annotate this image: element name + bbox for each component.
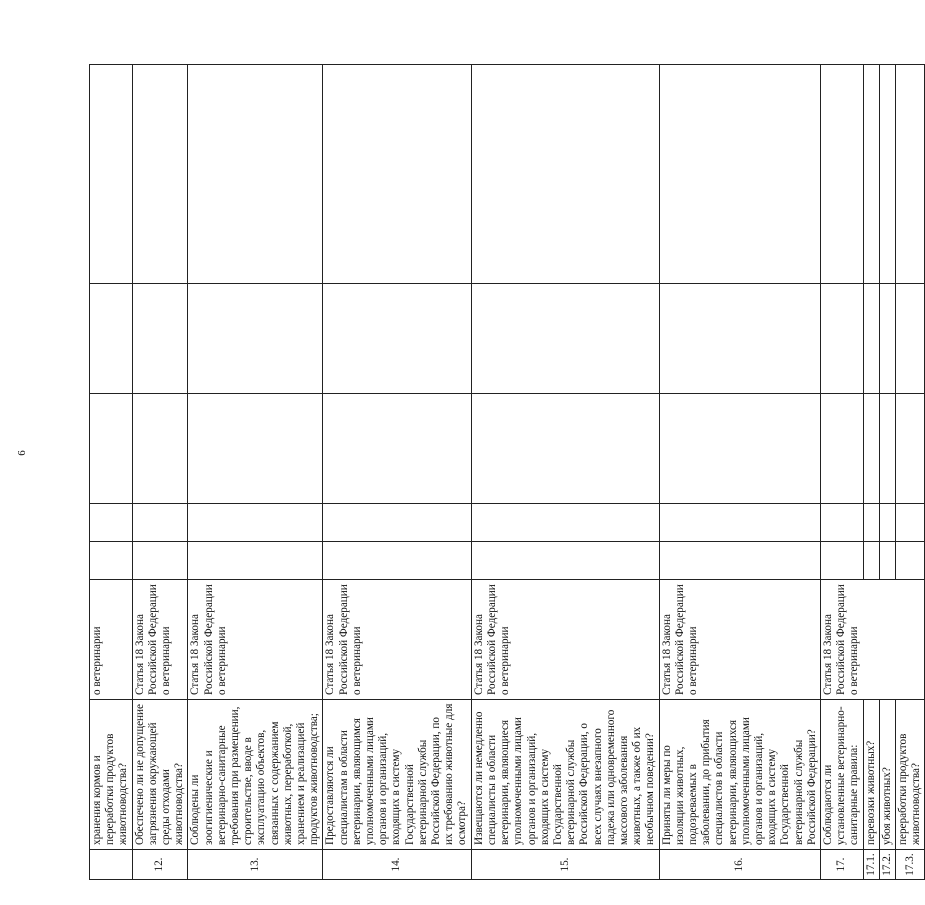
answer-no-cell <box>323 504 471 542</box>
checklist-table-region <box>89 65 923 880</box>
answer-no-cell <box>895 504 924 542</box>
question-cell: Приняты ли меры по изоляции животных, подозреваемых в заболевании, до прибытия специалистов в области ветеринарии, являющихся уполномоченными лицами органов и организаций, входящих в систему Государственной ветеринарной службы Российской Федерации? <box>659 700 820 850</box>
answer-no-cell <box>90 504 133 542</box>
remarks-cell <box>323 65 471 284</box>
answer-yes-cell <box>90 542 133 580</box>
answer-no-cell <box>659 504 820 542</box>
answer-extra-cell <box>659 284 820 394</box>
legal-basis-cell: Статья 18 Закона Российской Федерации о ветеринарии <box>820 580 924 700</box>
table-row <box>90 65 133 880</box>
question-cell: хранения кормов и переработки продуктов животноводства? <box>90 700 133 850</box>
row-number: 17.2. <box>879 850 895 880</box>
remarks-cell <box>132 65 188 284</box>
checklist-table-rotated <box>89 65 923 880</box>
answer-yes-cell <box>471 542 659 580</box>
table-row <box>323 65 471 880</box>
question-cell: Предоставляются ли специалистам в области ветеринарии, являющимся уполномоченными лицами органов и организаций, входящих в систему Государственной ветеринарной службы Российской Федерации, по их требованию животные для осмотра? <box>323 700 471 850</box>
table-row <box>659 65 820 880</box>
answer-yes-cell <box>895 542 924 580</box>
answer-na-cell <box>90 394 133 504</box>
table-row <box>879 65 895 880</box>
answer-extra-cell <box>188 284 323 394</box>
remarks-cell <box>895 65 924 284</box>
question-cell: Соблюдаются ли установленные ветеринарно-санитарные правила: <box>820 700 863 850</box>
row-number: 17. <box>820 850 863 880</box>
answer-na-cell <box>820 394 863 504</box>
remarks-cell <box>863 65 879 284</box>
remarks-cell <box>879 65 895 284</box>
question-cell: Извещаются ли немедленно специалисты в области ветеринарии, являющиеся уполномоченными лицами органов и организаций, входящих в систему Государственной ветеринарной службы Российской Федерации, о всех случаях внезапного падежа или одновременного массового заболевания животных, а также об их необычном поведении? <box>471 700 659 850</box>
answer-na-cell <box>132 394 188 504</box>
question-cell: Соблюдены ли зоогигиенические и ветеринарно-санитарные требования при размещении, строительстве, вводе в эксплуатацию объектов, связанных с содержанием животных, переработкой, хранением и реализацией продуктов животноводства; <box>188 700 323 850</box>
row-number: 17.1. <box>863 850 879 880</box>
answer-extra-cell <box>132 284 188 394</box>
answer-no-cell <box>188 504 323 542</box>
answer-yes-cell <box>188 542 323 580</box>
legal-basis-cell: о ветеринарии <box>90 580 133 700</box>
remarks-cell <box>820 65 863 284</box>
answer-na-cell <box>659 394 820 504</box>
answer-na-cell <box>879 394 895 504</box>
answer-no-cell <box>879 504 895 542</box>
row-number: 17.3. <box>895 850 924 880</box>
answer-yes-cell <box>820 542 863 580</box>
table-row <box>895 65 924 880</box>
answer-no-cell <box>132 504 188 542</box>
legal-basis-cell: Статья 18 Закона Российской Федерации о ветеринарии <box>188 580 323 700</box>
answer-extra-cell <box>895 284 924 394</box>
legal-basis-cell: Статья 18 Закона Российской Федерации о ветеринарии <box>471 580 659 700</box>
question-cell: Обеспечено ли не допущение загрязнения окружающей среды отходами животноводства? <box>132 700 188 850</box>
answer-extra-cell <box>471 284 659 394</box>
legal-basis-cell: Статья 18 Закона Российской Федерации о ветеринарии <box>659 580 820 700</box>
answer-yes-cell <box>863 542 879 580</box>
answer-no-cell <box>863 504 879 542</box>
legal-basis-cell: Статья 18 Закона Российской Федерации о ветеринарии <box>132 580 188 700</box>
row-number: 13. <box>188 850 323 880</box>
answer-na-cell <box>895 394 924 504</box>
question-cell: убоя животных? <box>879 700 895 850</box>
answer-yes-cell <box>132 542 188 580</box>
row-number: 15. <box>471 850 659 880</box>
page-number: 6 <box>16 450 28 456</box>
row-number: 14. <box>323 850 471 880</box>
question-cell: переработки продуктов животноводства? <box>895 700 924 850</box>
answer-yes-cell <box>879 542 895 580</box>
remarks-cell <box>90 65 133 284</box>
remarks-cell <box>471 65 659 284</box>
remarks-cell <box>659 65 820 284</box>
checklist-table <box>89 64 925 880</box>
table-row <box>132 65 188 880</box>
answer-yes-cell <box>323 542 471 580</box>
answer-na-cell <box>188 394 323 504</box>
answer-extra-cell <box>879 284 895 394</box>
row-number: 12. <box>132 850 188 880</box>
answer-extra-cell <box>323 284 471 394</box>
table-row <box>820 65 863 880</box>
answer-extra-cell <box>863 284 879 394</box>
answer-na-cell <box>863 394 879 504</box>
answer-na-cell <box>471 394 659 504</box>
answer-no-cell <box>471 504 659 542</box>
answer-na-cell <box>323 394 471 504</box>
answer-yes-cell <box>659 542 820 580</box>
row-number: 16. <box>659 850 820 880</box>
answer-extra-cell <box>90 284 133 394</box>
answer-no-cell <box>820 504 863 542</box>
legal-basis-cell: Статья 18 Закона Российской Федерации о ветеринарии <box>323 580 471 700</box>
table-row <box>188 65 323 880</box>
table-row <box>471 65 659 880</box>
question-cell: перевозки животных? <box>863 700 879 850</box>
remarks-cell <box>188 65 323 284</box>
answer-extra-cell <box>820 284 863 394</box>
table-row <box>863 65 879 880</box>
row-number <box>90 850 133 880</box>
